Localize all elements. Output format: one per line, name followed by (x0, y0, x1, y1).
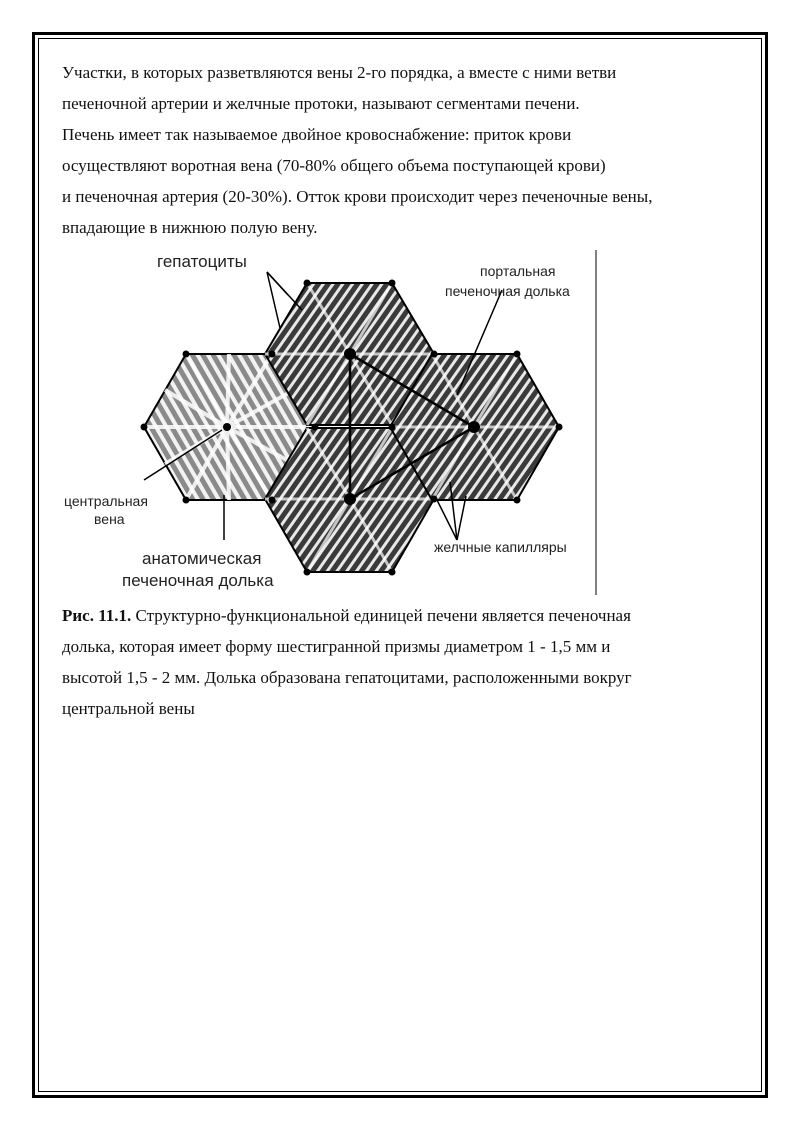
body-line: Печень имеет так называемое двойное кровоснабжение: приток крови (62, 125, 572, 144)
body-line: Участки, в которых разветвляются вены 2-го порядка, а вместе с ними ветви (62, 63, 617, 82)
caption-prefix: Рис. 11.1. (62, 606, 132, 625)
label-portal-lobule-2: печеночная долька (445, 283, 570, 299)
label-central-vein-2: вена (94, 511, 125, 527)
figure-caption (62, 600, 742, 724)
body-line: печеночной артерии и желчные протоки, называют сегментами печени. (62, 94, 580, 113)
caption-line: долька, которая имеет форму шестигранной призмы диаметром 1 - 1,5 мм и (62, 637, 611, 656)
label-anatomical-lobule-1: анатомическая (142, 549, 262, 568)
label-hepatocytes: гепатоциты (157, 252, 247, 271)
liver-lobule-figure (62, 250, 602, 595)
body-line: осуществляют воротная вена (70-80% общего объема поступающей крови) (62, 156, 606, 175)
liver-lobule-diagram (62, 250, 602, 595)
caption-line: высотой 1,5 - 2 мм. Долька образована гепатоцитами, расположенными вокруг (62, 668, 632, 687)
body-line: и печеночная артерия (20-30%). Отток крови происходит через печеночные вены, (62, 187, 653, 206)
caption-line: центральной вены (62, 699, 195, 718)
label-portal-lobule-1: портальная (480, 263, 556, 279)
label-anatomical-lobule-2: печеночная долька (122, 571, 274, 590)
label-bile-capillaries: желчные капилляры (434, 539, 567, 555)
body-line: впадающие в нижнюю полую вену. (62, 218, 318, 237)
label-central-vein-1: центральная (64, 493, 148, 509)
caption-line: Структурно-функциональной единицей печени является печеночная (131, 606, 631, 625)
body-paragraph (62, 57, 742, 243)
